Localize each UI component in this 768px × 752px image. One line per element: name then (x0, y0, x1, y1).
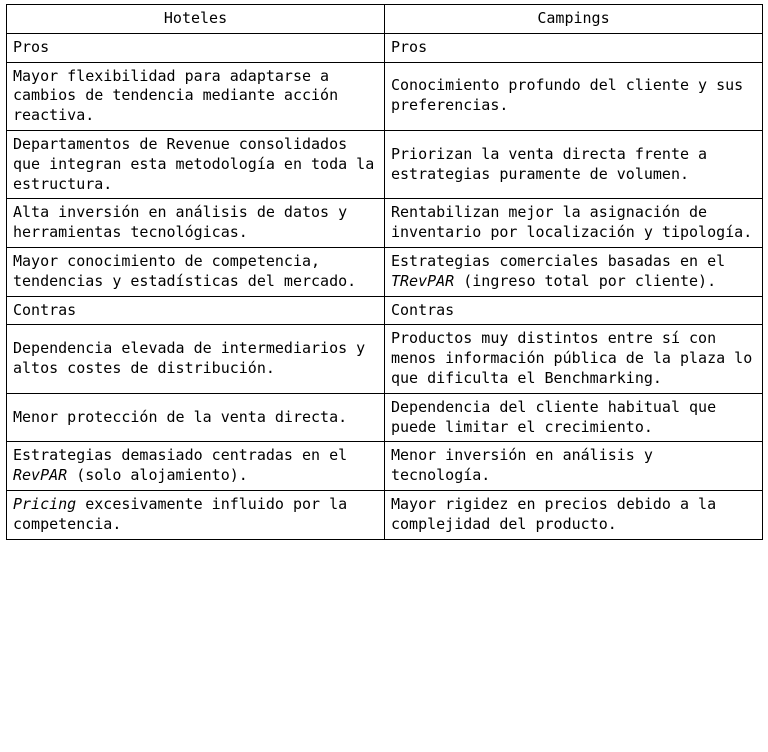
section-row-pros (7, 33, 763, 62)
term-trevpar: TRevPAR (391, 271, 455, 290)
cell-pros-campings-2: Priorizan la venta directa frente a estrategias puramente de volumen. (385, 130, 763, 198)
cell-pros-hoteles-2: Departamentos de Revenue consolidados que integran esta metodología en toda la estructura. (7, 130, 385, 198)
cell-contras-campings-4: Mayor rigidez en precios debido a la complejidad del producto. (385, 490, 763, 539)
table-row (7, 130, 763, 198)
section-label-contras-campings: Contras (385, 296, 763, 325)
table-row (7, 62, 763, 130)
cell-contras-campings-2: Dependencia del cliente habitual que puede limitar el crecimiento. (385, 393, 763, 442)
cell-pros-campings-3: Rentabilizan mejor la asignación de inventario por localización y tipología. (385, 199, 763, 248)
column-header-hoteles: Hoteles (7, 5, 385, 34)
cell-contras-hoteles-3 (7, 442, 385, 491)
text-before-term: Estrategias comerciales basadas en el (391, 251, 726, 270)
table-row (7, 442, 763, 491)
table-row (7, 325, 763, 393)
text-after-term: excesivamente influido por la competencia. (13, 494, 348, 533)
term-revpar: RevPAR (13, 466, 68, 485)
table-header-row (7, 5, 763, 34)
cell-pros-hoteles-3: Alta inversión en análisis de datos y herramientas tecnológicas. (7, 199, 385, 248)
term-pricing: Pricing (13, 494, 77, 513)
text-after-term: (ingreso total por cliente). (454, 271, 717, 290)
cell-pros-campings-4 (385, 247, 763, 296)
column-header-campings: Campings (385, 5, 763, 34)
cell-contras-hoteles-2: Menor protección de la venta directa. (7, 393, 385, 442)
cell-contras-hoteles-4 (7, 490, 385, 539)
table-row (7, 199, 763, 248)
table-row (7, 247, 763, 296)
cell-pros-hoteles-1: Mayor flexibilidad para adaptarse a cambios de tendencia mediante acción reactiva. (7, 62, 385, 130)
table-row (7, 393, 763, 442)
section-row-contras (7, 296, 763, 325)
text-after-term: (solo alojamiento). (67, 466, 248, 485)
section-label-pros-hoteles: Pros (7, 33, 385, 62)
cell-pros-hoteles-4: Mayor conocimiento de competencia, tendencias y estadísticas del mercado. (7, 247, 385, 296)
cell-contras-campings-3: Menor inversión en análisis y tecnología. (385, 442, 763, 491)
comparison-table (6, 4, 763, 540)
section-label-contras-hoteles: Contras (7, 296, 385, 325)
section-label-pros-campings: Pros (385, 33, 763, 62)
table-row (7, 490, 763, 539)
text-before-term: Estrategias demasiado centradas en el (13, 446, 348, 465)
cell-pros-campings-1: Conocimiento profundo del cliente y sus preferencias. (385, 62, 763, 130)
cell-contras-campings-1: Productos muy distintos entre sí con menos información pública de la plaza lo que dificulta el Benchmarking. (385, 325, 763, 393)
cell-contras-hoteles-1: Dependencia elevada de intermediarios y altos costes de distribución. (7, 325, 385, 393)
